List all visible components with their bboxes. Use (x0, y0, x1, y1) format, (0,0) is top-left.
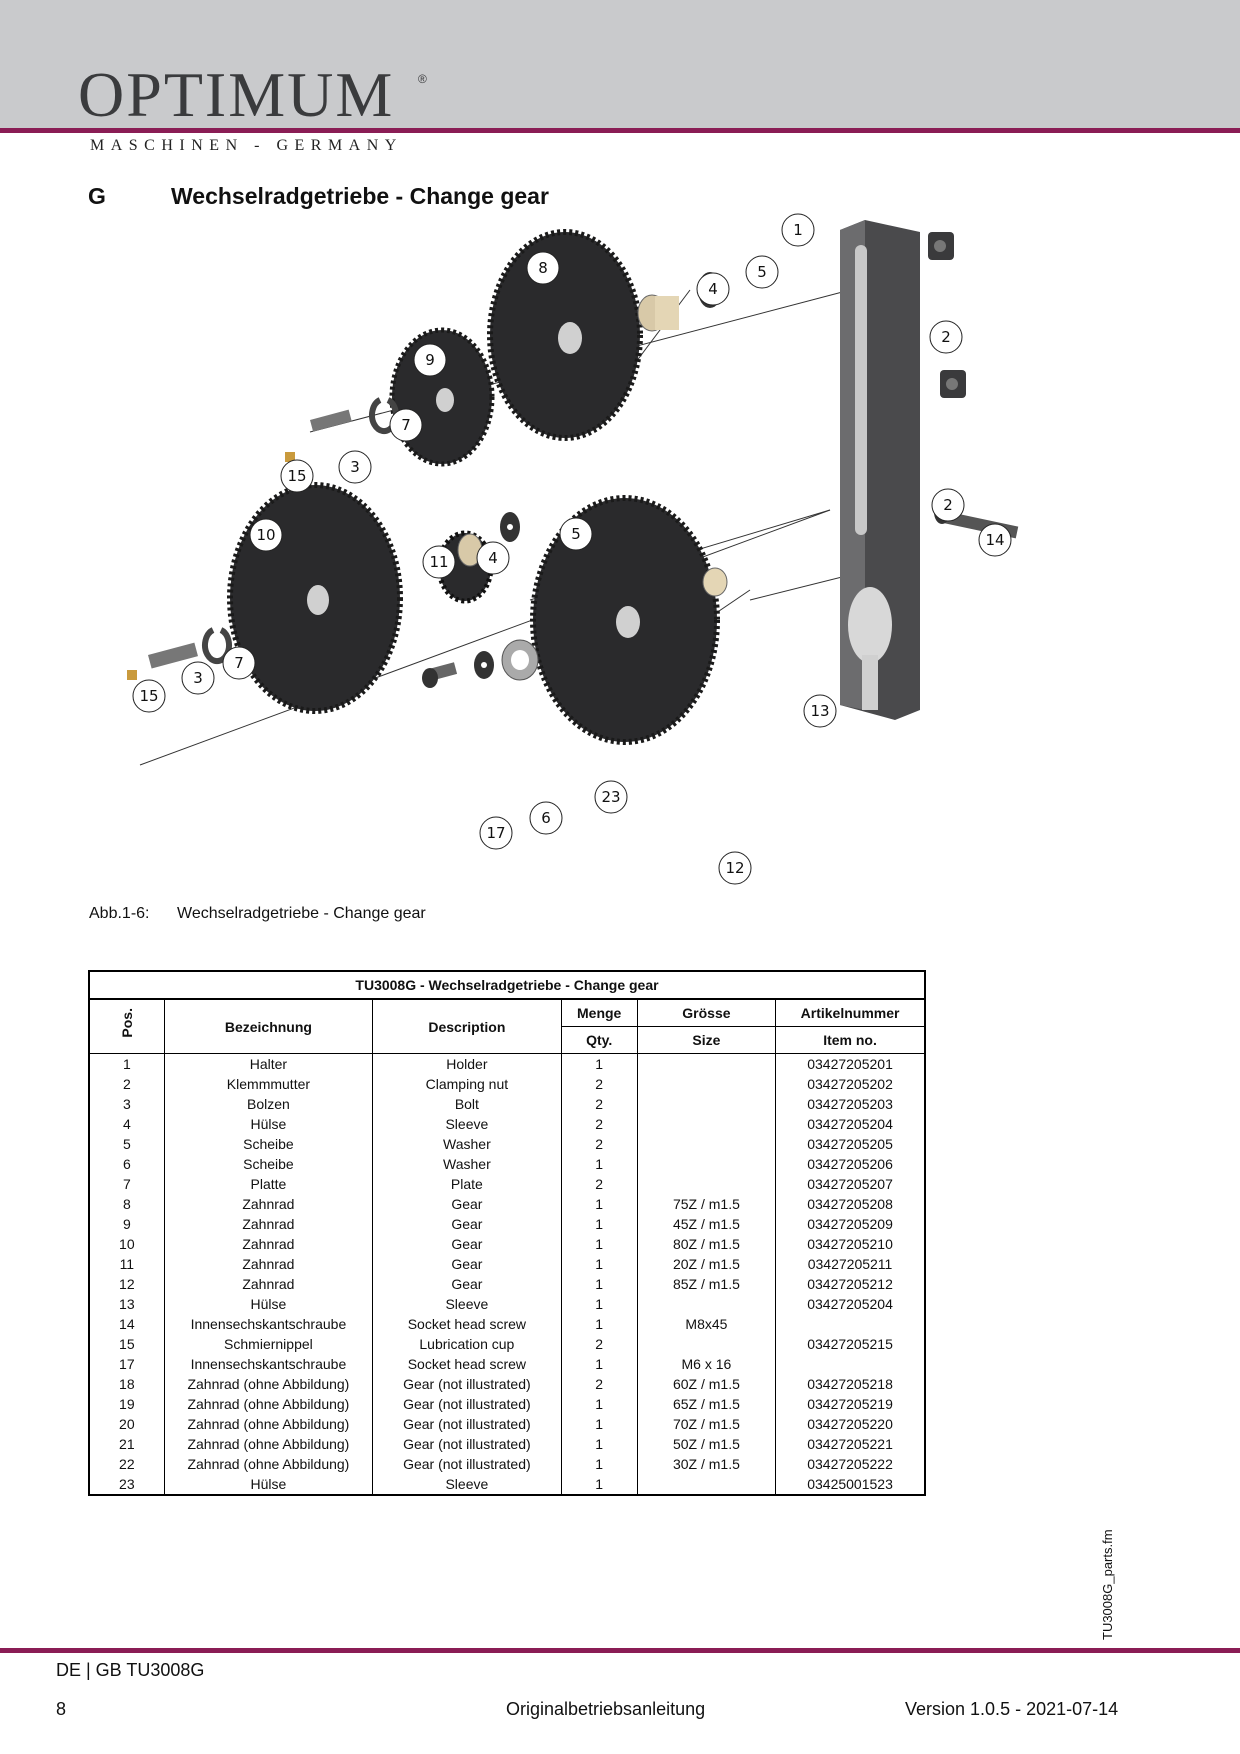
header-menge: Menge (561, 999, 637, 1027)
table-caption: TU3008G - Wechselradgetriebe - Change gear (89, 971, 925, 999)
cell-item: 03427205207 (776, 1174, 925, 1194)
cell-bez: Zahnrad (164, 1234, 372, 1254)
parts-table (88, 970, 926, 1496)
callout-15a (281, 460, 313, 492)
cell-size (637, 1134, 775, 1154)
callout-7b (223, 647, 255, 679)
cell-qty: 1 (561, 1394, 637, 1414)
svg-text:4: 4 (488, 549, 498, 567)
cell-bez: Scheibe (164, 1154, 372, 1174)
cell-item: 03427205204 (776, 1294, 925, 1314)
cell-qty: 1 (561, 1454, 637, 1474)
cell-item: 03427205206 (776, 1154, 925, 1174)
callout-11 (423, 546, 455, 578)
cell-item: 03427205202 (776, 1074, 925, 1094)
table-row (89, 1214, 925, 1234)
cell-desc: Gear (373, 1254, 561, 1274)
callout-5b (560, 518, 592, 550)
section-title: Wechselradgetriebe - Change gear (171, 183, 549, 209)
cell-qty: 2 (561, 1114, 637, 1134)
cell-item: 03427205222 (776, 1454, 925, 1474)
cell-size: 30Z / m1.5 (637, 1454, 775, 1474)
cell-size: 75Z / m1.5 (637, 1194, 775, 1214)
cell-pos: 4 (89, 1114, 164, 1134)
cell-desc: Gear (not illustrated) (373, 1454, 561, 1474)
figure-caption-number: Abb.1-6: (89, 905, 150, 922)
cell-pos: 6 (89, 1154, 164, 1174)
cell-item: 03427205204 (776, 1114, 925, 1134)
svg-text:11: 11 (429, 553, 449, 571)
table-row (89, 1394, 925, 1414)
cell-bez: Zahnrad (164, 1254, 372, 1274)
table-row (89, 1054, 925, 1075)
cell-bez: Hülse (164, 1114, 372, 1134)
cell-item: 03427205211 (776, 1254, 925, 1274)
cell-item (776, 1354, 925, 1374)
cell-qty: 1 (561, 1354, 637, 1374)
cell-qty: 1 (561, 1414, 637, 1434)
cell-item: 03427205205 (776, 1134, 925, 1154)
cell-qty: 1 (561, 1214, 637, 1234)
cell-bez: Scheibe (164, 1134, 372, 1154)
cell-item: 03427205219 (776, 1394, 925, 1414)
callout-15b (133, 680, 165, 712)
gear-8 (490, 232, 640, 438)
cell-desc: Sleeve (373, 1114, 561, 1134)
header-artikelnummer: Artikelnummer (776, 999, 925, 1027)
svg-text:13: 13 (810, 702, 830, 720)
callout-4a-label (697, 273, 729, 305)
cell-desc: Gear (not illustrated) (373, 1394, 561, 1414)
cell-bez: Zahnrad (ohne Abbildung) (164, 1374, 372, 1394)
table-row (89, 1294, 925, 1314)
callout-2b (932, 489, 964, 521)
table-row (89, 1154, 925, 1174)
cell-bez: Hülse (164, 1294, 372, 1314)
svg-text:23: 23 (601, 788, 621, 806)
cell-item: 03427205220 (776, 1414, 925, 1434)
cell-pos: 1 (89, 1054, 164, 1075)
cell-pos: 10 (89, 1234, 164, 1254)
cell-size (637, 1114, 775, 1134)
cell-pos: 7 (89, 1174, 164, 1194)
header-bezeichnung: Bezeichnung (164, 999, 372, 1054)
callout-4b-label (477, 542, 509, 574)
cell-desc: Sleeve (373, 1294, 561, 1314)
table-row (89, 1374, 925, 1394)
callout-1 (782, 214, 814, 246)
cell-qty: 2 (561, 1074, 637, 1094)
table-row (89, 1454, 925, 1474)
cell-item: 03427205201 (776, 1054, 925, 1075)
cell-qty: 2 (561, 1094, 637, 1114)
holder-part (840, 220, 920, 720)
cell-desc: Holder (373, 1054, 561, 1075)
cell-bez: Zahnrad (164, 1194, 372, 1214)
cell-size: 20Z / m1.5 (637, 1254, 775, 1274)
cell-size (637, 1334, 775, 1354)
cell-item: 03427205203 (776, 1094, 925, 1114)
registered-mark: ® (418, 72, 427, 86)
table-row (89, 1334, 925, 1354)
cell-item: 03427205210 (776, 1234, 925, 1254)
cell-bez: Zahnrad (ohne Abbildung) (164, 1394, 372, 1414)
cell-item: 03427205209 (776, 1214, 925, 1234)
cell-bez: Innensechskantschraube (164, 1314, 372, 1334)
cell-desc: Washer (373, 1154, 561, 1174)
cell-qty: 1 (561, 1194, 637, 1214)
cell-bez: Zahnrad (ohne Abbildung) (164, 1454, 372, 1474)
svg-text:5: 5 (757, 263, 767, 281)
cell-desc: Socket head screw (373, 1354, 561, 1374)
side-file-label: TU3008G_parts.fm (1100, 1529, 1115, 1640)
cell-size (637, 1474, 775, 1495)
svg-text:14: 14 (985, 531, 1005, 549)
svg-text:6: 6 (541, 809, 551, 827)
callout-23 (595, 781, 627, 813)
cell-desc: Washer (373, 1134, 561, 1154)
table-row (89, 1314, 925, 1334)
cell-size (637, 1174, 775, 1194)
cell-bez: Innensechskantschraube (164, 1354, 372, 1374)
footer-document-type: Originalbetriebsanleitung (506, 1699, 706, 1719)
svg-text:5: 5 (571, 525, 581, 543)
cell-pos: 15 (89, 1334, 164, 1354)
cell-item: 03427205218 (776, 1374, 925, 1394)
header-qty: Qty. (561, 1027, 637, 1054)
cell-qty: 1 (561, 1254, 637, 1274)
table-row (89, 1354, 925, 1374)
cell-size: M6 x 16 (637, 1354, 775, 1374)
table-row (89, 1434, 925, 1454)
cell-desc: Gear (373, 1194, 561, 1214)
cell-size: M8x45 (637, 1314, 775, 1334)
table-row (89, 1134, 925, 1154)
cell-size: 60Z / m1.5 (637, 1374, 775, 1394)
cell-desc: Gear (not illustrated) (373, 1374, 561, 1394)
cell-qty: 2 (561, 1374, 637, 1394)
cell-size: 50Z / m1.5 (637, 1434, 775, 1454)
table-row (89, 1174, 925, 1194)
cell-qty: 2 (561, 1174, 637, 1194)
cell-size: 80Z / m1.5 (637, 1234, 775, 1254)
svg-text:15: 15 (139, 687, 159, 705)
cell-size (637, 1294, 775, 1314)
cell-bez: Zahnrad (164, 1214, 372, 1234)
callout-2a (930, 321, 962, 353)
cell-pos: 13 (89, 1294, 164, 1314)
brand-tagline: MASCHINEN - GERMANY (90, 137, 403, 154)
cell-pos: 14 (89, 1314, 164, 1334)
cell-pos: 3 (89, 1094, 164, 1114)
table-row (89, 1074, 925, 1094)
cell-size: 85Z / m1.5 (637, 1274, 775, 1294)
cell-pos: 9 (89, 1214, 164, 1234)
svg-text:17: 17 (486, 824, 506, 842)
header-size: Size (637, 1027, 775, 1054)
cell-size: 70Z / m1.5 (637, 1414, 775, 1434)
cell-bez: Zahnrad (164, 1274, 372, 1294)
footer-page-number: 8 (56, 1699, 67, 1719)
gear-10 (230, 485, 400, 711)
cell-bez: Bolzen (164, 1094, 372, 1114)
callout-3b (182, 662, 214, 694)
cell-pos: 8 (89, 1194, 164, 1214)
callout-6 (530, 802, 562, 834)
footer-accent-line (0, 1648, 1240, 1653)
table-row (89, 1274, 925, 1294)
cell-desc: Gear (373, 1214, 561, 1234)
cell-qty: 1 (561, 1434, 637, 1454)
table-row (89, 1094, 925, 1114)
cell-item: 03427205212 (776, 1274, 925, 1294)
header-pos: Pos. (89, 999, 164, 1054)
cell-desc: Bolt (373, 1094, 561, 1114)
cell-bez: Schmiernippel (164, 1334, 372, 1354)
svg-text:7: 7 (401, 416, 411, 434)
cell-qty: 2 (561, 1134, 637, 1154)
callout-3a (339, 451, 371, 483)
figure-caption-text: Wechselradgetriebe - Change gear (177, 905, 426, 922)
cell-pos: 23 (89, 1474, 164, 1495)
change-gear-exploded-diagram (110, 210, 1030, 900)
cell-pos: 11 (89, 1254, 164, 1274)
svg-text:12: 12 (725, 859, 745, 877)
cell-desc: Sleeve (373, 1474, 561, 1495)
cell-desc: Clamping nut (373, 1074, 561, 1094)
cell-qty: 1 (561, 1234, 637, 1254)
section-letter: G (88, 183, 106, 209)
cell-pos: 12 (89, 1274, 164, 1294)
svg-text:15: 15 (287, 467, 307, 485)
cell-desc: Plate (373, 1174, 561, 1194)
cell-bez: Klemmmutter (164, 1074, 372, 1094)
cell-pos: 5 (89, 1134, 164, 1154)
table-row (89, 1114, 925, 1134)
cell-item (776, 1314, 925, 1334)
footer-version: Version 1.0.5 - 2021-07-14 (905, 1699, 1119, 1719)
cell-pos: 19 (89, 1394, 164, 1414)
cell-item: 03427205215 (776, 1334, 925, 1354)
callout-5a (746, 256, 778, 288)
cell-bez: Zahnrad (ohne Abbildung) (164, 1434, 372, 1454)
callout-14 (979, 524, 1011, 556)
cell-qty: 1 (561, 1294, 637, 1314)
cell-size: 45Z / m1.5 (637, 1214, 775, 1234)
cell-pos: 17 (89, 1354, 164, 1374)
cell-qty: 2 (561, 1334, 637, 1354)
callout-17 (480, 817, 512, 849)
cell-qty: 1 (561, 1314, 637, 1334)
clamping-nut (928, 232, 966, 398)
svg-text:10: 10 (256, 526, 276, 544)
cell-desc: Gear (373, 1234, 561, 1254)
svg-text:3: 3 (350, 458, 360, 476)
svg-text:9: 9 (425, 351, 435, 369)
cell-item: 03427205221 (776, 1434, 925, 1454)
header-description: Description (373, 999, 561, 1054)
cell-size: 65Z / m1.5 (637, 1394, 775, 1414)
callout-9 (414, 344, 446, 376)
svg-text:2: 2 (941, 328, 951, 346)
table-row (89, 1234, 925, 1254)
cell-qty: 1 (561, 1054, 637, 1075)
cell-desc: Socket head screw (373, 1314, 561, 1334)
cell-pos: 22 (89, 1454, 164, 1474)
table-row (89, 1414, 925, 1434)
header-item-no: Item no. (776, 1027, 925, 1054)
cell-bez: Halter (164, 1054, 372, 1075)
cell-item: 03427205208 (776, 1194, 925, 1214)
footer-language-model: DE | GB TU3008G (56, 1660, 205, 1680)
callout-13 (804, 695, 836, 727)
brand-logo: OPTIMUM (78, 59, 395, 130)
svg-text:3: 3 (193, 669, 203, 687)
cell-pos: 21 (89, 1434, 164, 1454)
parts-table-body (89, 1054, 925, 1496)
cell-qty: 1 (561, 1274, 637, 1294)
svg-text:2: 2 (943, 496, 953, 514)
cell-desc: Gear (373, 1274, 561, 1294)
cell-size (637, 1054, 775, 1075)
cell-qty: 1 (561, 1154, 637, 1174)
cell-bez: Platte (164, 1174, 372, 1194)
table-row (89, 1474, 925, 1495)
svg-text:4: 4 (708, 280, 718, 298)
table-row (89, 1194, 925, 1214)
cell-item: 03425001523 (776, 1474, 925, 1495)
callout-10 (250, 519, 282, 551)
cell-size (637, 1154, 775, 1174)
cell-desc: Lubrication cup (373, 1334, 561, 1354)
svg-text:8: 8 (538, 259, 548, 277)
svg-text:7: 7 (234, 654, 244, 672)
callout-12 (719, 852, 751, 884)
cell-bez: Zahnrad (ohne Abbildung) (164, 1414, 372, 1434)
cell-bez: Hülse (164, 1474, 372, 1495)
cell-desc: Gear (not illustrated) (373, 1414, 561, 1434)
svg-text:1: 1 (793, 221, 803, 239)
table-row (89, 1254, 925, 1274)
cell-pos: 18 (89, 1374, 164, 1394)
header-groesse: Grösse (637, 999, 775, 1027)
callout-8 (527, 252, 559, 284)
cell-pos: 2 (89, 1074, 164, 1094)
cell-size (637, 1074, 775, 1094)
callout-7a (390, 409, 422, 441)
cell-pos: 20 (89, 1414, 164, 1434)
cell-qty: 1 (561, 1474, 637, 1495)
cell-desc: Gear (not illustrated) (373, 1434, 561, 1454)
cell-size (637, 1094, 775, 1114)
